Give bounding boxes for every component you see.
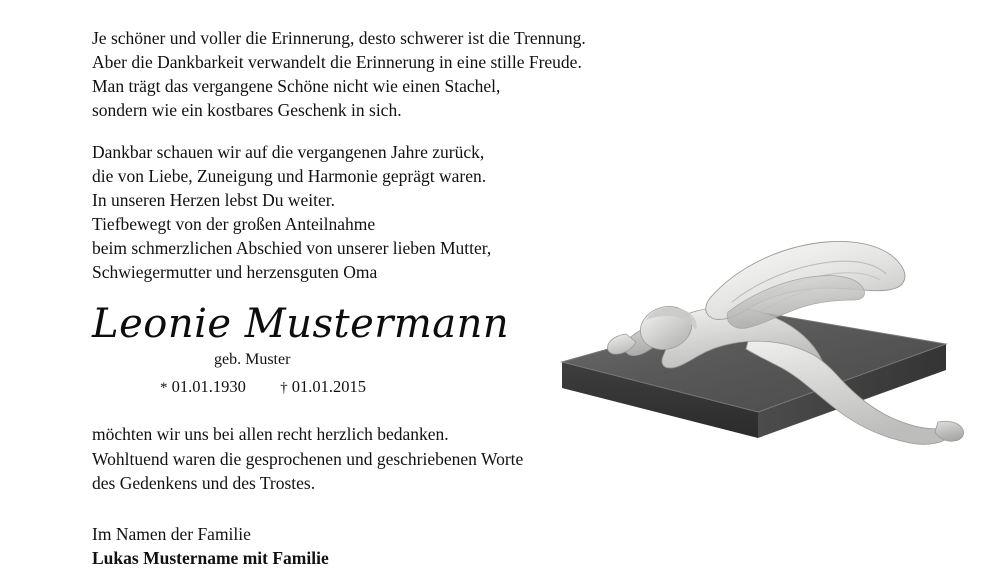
verse-line: In unseren Herzen lebst Du weiter.	[92, 189, 335, 210]
life-dates	[160, 377, 652, 397]
stanza-divider	[92, 123, 652, 140]
verse-line: Dankbar schauen wir auf die vergangenen Jahre zurück,	[92, 141, 485, 162]
angel-wings	[706, 241, 905, 328]
verse-line: Je schöner und voller die Erinnerung, desto schwerer ist die Trennung.	[92, 28, 586, 48]
name-block	[92, 303, 652, 397]
birth-symbol: *	[160, 380, 168, 397]
death-symbol: †	[280, 380, 288, 397]
verse-stanza-1	[92, 26, 652, 123]
verse-line: Schwiegermutter und herzensguten Oma	[92, 262, 378, 283]
deceased-name: Leonie Mustermann	[92, 301, 510, 348]
verse-line: beim schmerzlichen Abschied von unserer lieben Mutter,	[92, 238, 492, 259]
thanks-block	[92, 422, 652, 494]
death-date: 01.01.2015	[291, 377, 366, 397]
family-block	[92, 522, 652, 570]
verse-line: Aber die Dankbarkeit verwandelt die Erinnerung in eine stille Freude.	[92, 52, 582, 73]
verse-line: sondern wie ein kostbares Geschenk in sich.	[92, 100, 402, 121]
memorial-text-column	[92, 26, 652, 570]
verse-line: die von Liebe, Zuneigung und Harmonie geprägt waren.	[92, 165, 487, 186]
verse-line: Tiefbewegt von der großen Anteilnahme	[92, 213, 376, 234]
verse-stanza-2	[92, 140, 652, 285]
thanks-line: Wohltuend waren die gesprochenen und geschriebenen Worte	[92, 448, 524, 469]
born-name: geb. Muster	[214, 351, 291, 369]
birth-date: 01.01.1930	[171, 377, 246, 397]
family-intro: Im Namen der Familie	[92, 523, 251, 544]
thanks-line: möchten wir uns bei allen recht herzlich bedanken.	[92, 424, 449, 445]
family-name: Lukas Mustername mit Familie	[92, 547, 329, 568]
verse-line: Man trägt das vergangene Schöne nicht wie einen Stachel,	[92, 76, 501, 97]
thanks-line: des Gedenkens und des Trostes.	[92, 472, 316, 493]
